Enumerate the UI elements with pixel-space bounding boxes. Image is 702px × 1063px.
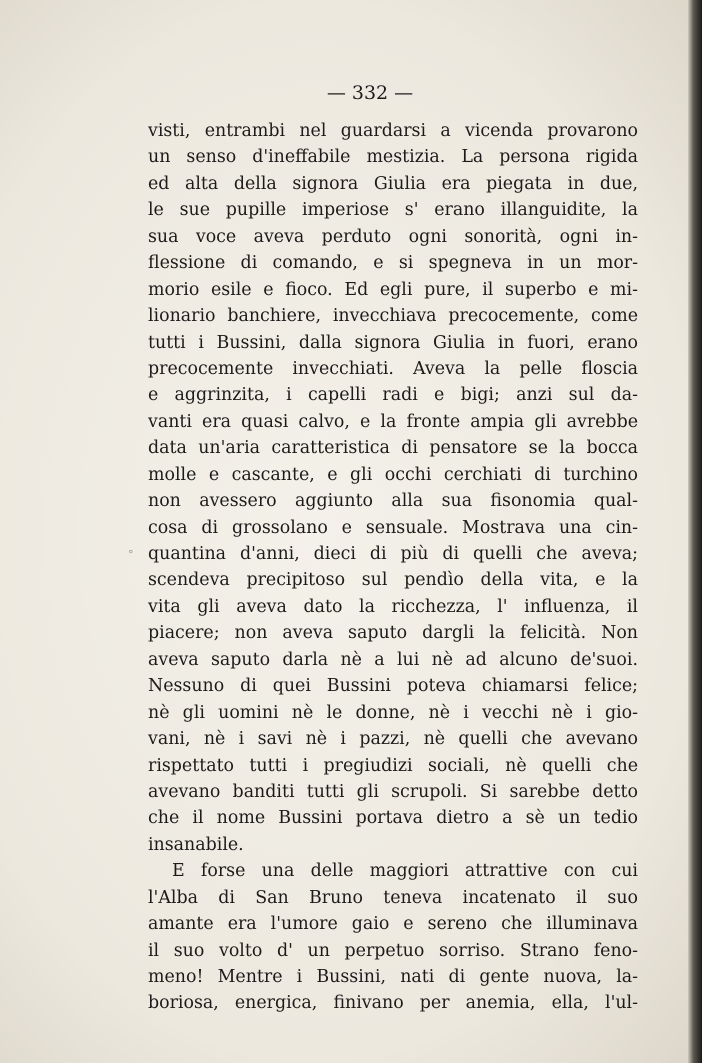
text-line: lionario banchiere, invecchiava precocemente, come <box>148 306 638 327</box>
text-line: vita gli aveva dato la ricchezza, l' influenza, il <box>148 596 638 617</box>
text-line: tutti i Bussini, dalla signora Giulia in fuori, erano <box>148 332 638 353</box>
text-line: vani, nè i savi nè i pazzi, nè quelli che avevano <box>148 729 638 750</box>
text-line: sua voce aveva perduto ogni sonorità, ogni in- <box>148 226 638 247</box>
text-line: molle e cascante, e gli occhi cerchiati di turchino <box>148 464 638 485</box>
text-line: visti, entrambi nel guardarsi a vicenda provarono <box>148 121 638 141</box>
text-line: insanabile. <box>148 834 244 855</box>
text-line: un senso d'ineffabile mestizia. La persona rigida <box>148 147 638 168</box>
text-line: boriosa, energica, finivano per anemia, ella, l'ul- <box>148 993 638 1014</box>
text-line: avevano banditi tutti gli scrupoli. Si sarebbe detto <box>148 781 638 802</box>
text-line: data un'aria caratteristica di pensatore se la bocca <box>148 438 638 459</box>
text-line: aveva saputo darla nè a lui nè ad alcuno de'suoi. <box>148 649 638 670</box>
text-line: Nessuno di quei Bussini poteva chiamarsi felice; <box>148 676 638 697</box>
text-line: rispettato tutti i pregiudizi sociali, nè quelli che <box>148 755 638 776</box>
text-line: piacere; non aveva saputo dargli la felicità. Non <box>148 623 638 644</box>
text-line: quantina d'anni, dieci di più di quelli che aveva; <box>148 544 638 564</box>
text-line: E forse una delle maggiori attrattive con cui <box>172 861 638 882</box>
text-line: nè gli uomini nè le donne, nè i vecchi nè i gio- <box>148 702 638 723</box>
body-text <box>148 118 638 1017</box>
text-line: che il nome Bussini portava dietro a sè un tedio <box>148 808 638 829</box>
text-line: scendeva precipitoso sul pendìo della vita, e la <box>148 570 638 591</box>
page-number: — 332 — <box>326 82 414 104</box>
text-line: ed alta della signora Giulia era piegata in due, <box>148 173 638 194</box>
book-spine-edge <box>688 0 702 1063</box>
text-line: e aggrinzita, i capelli radi e bigi; anzi sul da- <box>148 385 638 406</box>
text-line: il suo volto d' un perpetuo sorriso. Strano feno- <box>148 940 638 961</box>
text-line: l'Alba di San Bruno teneva incatenato il suo <box>148 887 638 908</box>
text-line: precocemente invecchiati. Aveva la pelle floscia <box>148 358 638 379</box>
text-line: vanti era quasi calvo, e la fronte ampia gli avrebbe <box>148 411 638 432</box>
text-line: morio esile e fioco. Ed egli pure, il superbo e mi- <box>148 279 638 300</box>
text-line: meno! Mentre i Bussini, nati di gente nuova, la- <box>148 967 638 987</box>
margin-speck: ° <box>128 548 134 561</box>
text-line: non avessero aggiunto alla sua fisonomia qual- <box>148 491 638 512</box>
text-line: cosa di grossolano e sensuale. Mostrava una cin- <box>148 517 638 538</box>
text-line: le sue pupille imperiose s' erano illanguidite, la <box>148 200 638 221</box>
text-line: amante era l'umore gaio e sereno che illuminava <box>148 914 638 935</box>
text-line: flessione di comando, e si spegneva in un mor- <box>148 253 638 274</box>
